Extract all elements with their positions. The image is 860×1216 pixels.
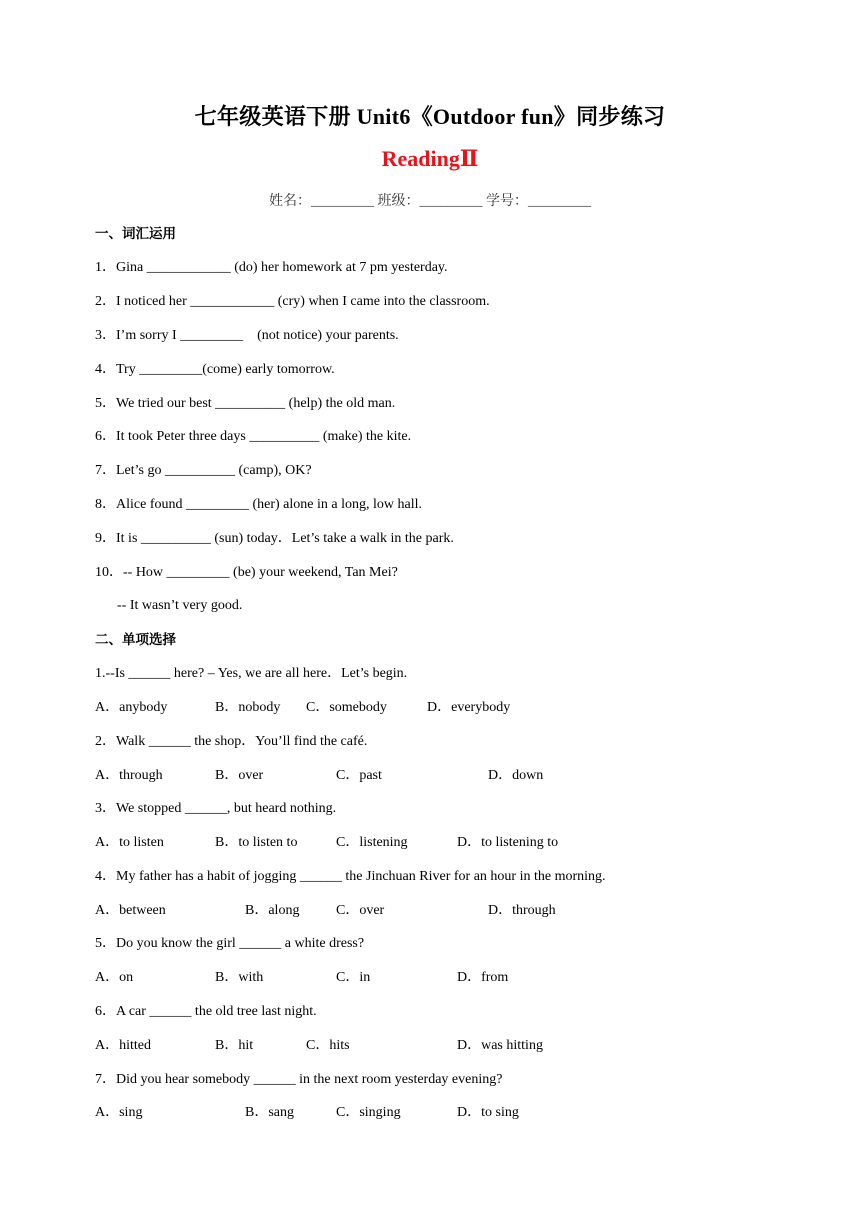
question-2-options [95, 766, 795, 786]
question-7: 7．Did you hear somebody ______ in the next room yesterday evening? [95, 1072, 503, 1087]
vocab-item-1: 1．Gina ____________ (do) her homework at 7 pm yesterday. [95, 260, 448, 275]
page-subtitle: ReadingⅡ [381, 146, 479, 171]
option-b: B．along [245, 903, 300, 918]
option-b: B．with [215, 970, 264, 985]
option-b: B．nobody [215, 700, 281, 715]
option-c: C．over [336, 903, 385, 918]
vocab-item-10: 10．-- How _________ (be) your weekend, Tan Mei? [95, 565, 398, 580]
option-b: B．sang [245, 1105, 294, 1120]
option-a: A．sing [95, 1105, 143, 1120]
vocab-item-7: 7．Let’s go __________ (camp), OK? [95, 463, 312, 478]
question-7-options [95, 1103, 795, 1123]
vocab-item-6: 6．It took Peter three days __________ (make) the kite. [95, 429, 412, 444]
section-heading-vocab: 一、词汇运用 [95, 226, 176, 242]
question-6-options [95, 1036, 795, 1056]
option-b: B．hit [215, 1038, 254, 1053]
option-d: D．everybody [427, 700, 511, 715]
vocab-item-9: 9．It is __________ (sun) today．Let’s take a walk in the park. [95, 531, 454, 546]
question-1: 1.--Is ______ here? – Yes, we are all here．Let’s begin. [95, 666, 408, 681]
question-6: 6．A car ______ the old tree last night. [95, 1004, 317, 1019]
option-c: C．somebody [306, 700, 387, 715]
question-2: 2．Walk ______ the shop．You’ll find the café. [95, 734, 368, 749]
option-d: D．to sing [457, 1105, 519, 1120]
option-a: A．to listen [95, 835, 164, 850]
question-5: 5．Do you know the girl ______ a white dress? [95, 936, 365, 951]
vocab-item-5: 5．We tried our best __________ (help) the old man. [95, 396, 396, 411]
option-a: A．on [95, 970, 134, 985]
option-a: A．between [95, 903, 166, 918]
page-title: 七年级英语下册 Unit6《Outdoor fun》同步练习 [194, 104, 666, 129]
vocab-item-8: 8．Alice found _________ (her) alone in a long, low hall. [95, 497, 422, 512]
option-d: D．through [488, 903, 556, 918]
option-c: C．past [336, 768, 382, 783]
option-d: D．down [488, 768, 544, 783]
option-b: B．over [215, 768, 264, 783]
option-b: B．to listen to [215, 835, 298, 850]
option-c: C．in [336, 970, 371, 985]
question-4: 4．My father has a habit of jogging ______ the Jinchuan River for an hour in the morning. [95, 869, 606, 884]
question-1-options [95, 698, 795, 718]
vocab-item-4: 4．Try _________(come) early tomorrow. [95, 362, 335, 377]
vocab-item-3: 3．I’m sorry I _________ (not notice) your parents. [95, 328, 399, 343]
student-info-line: 姓名：_________ 班级：_________ 学号：_________ [269, 194, 591, 209]
option-a: A．through [95, 768, 163, 783]
option-a: A．anybody [95, 700, 168, 715]
option-c: C．listening [336, 835, 408, 850]
vocab-item-10-reply: -- It wasn’t very good. [117, 598, 243, 613]
option-d: D．to listening to [457, 835, 559, 850]
vocab-item-2: 2．I noticed her ____________ (cry) when I came into the classroom. [95, 294, 490, 309]
option-c: C．hits [306, 1038, 350, 1053]
option-c: C．singing [336, 1105, 401, 1120]
section-heading-choice: 二、单项选择 [95, 632, 176, 648]
option-a: A．hitted [95, 1038, 151, 1053]
question-4-options [95, 901, 795, 921]
question-3-options [95, 833, 795, 853]
option-d: D．was hitting [457, 1038, 543, 1053]
option-d: D．from [457, 970, 509, 985]
question-3: 3．We stopped ______, but heard nothing. [95, 801, 337, 816]
question-5-options [95, 968, 795, 988]
